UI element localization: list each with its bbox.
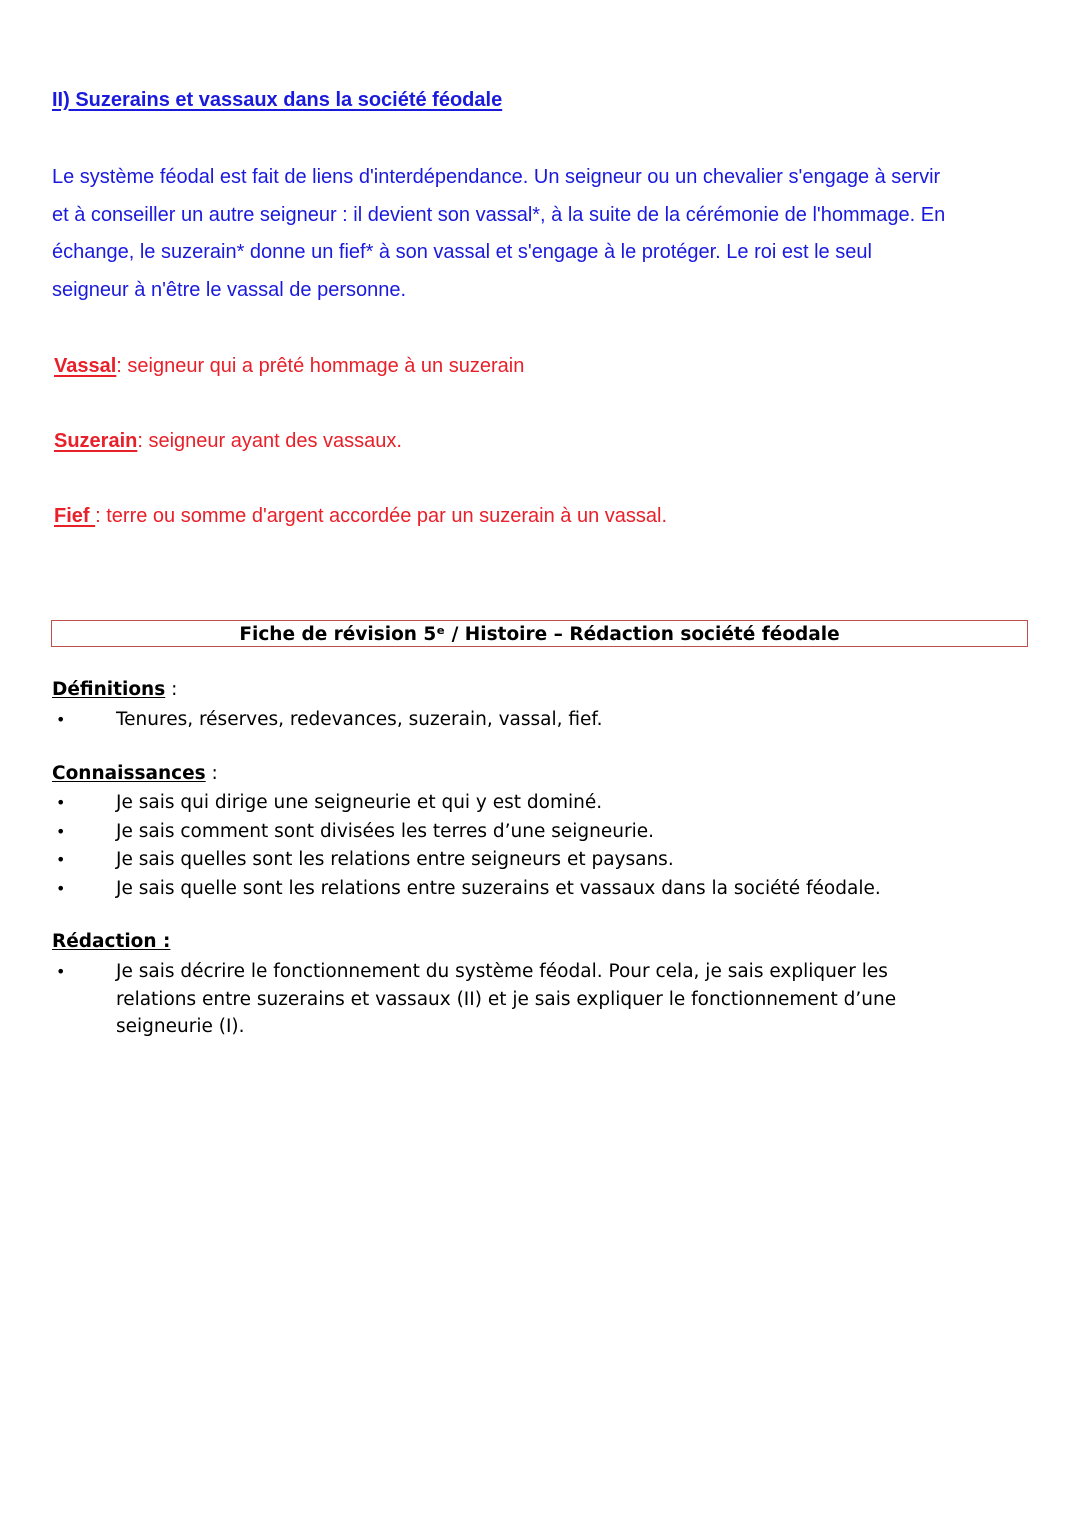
list-item — [52, 958, 956, 1041]
redaction-heading — [52, 931, 170, 952]
definition-text: : seigneur ayant des vassaux. — [137, 430, 402, 452]
definitions-colon: : — [165, 679, 178, 700]
bullet-icon: • — [56, 850, 66, 869]
definition-term: Fief — [54, 505, 96, 527]
bullet-icon: • — [56, 878, 66, 898]
bullet-icon: • — [56, 710, 66, 729]
definitions-list — [52, 706, 602, 735]
definition-text: : terre ou somme d'argent accordée par un suzerain à un vassal. — [95, 505, 668, 527]
bullet-icon: • — [56, 962, 66, 981]
redaction-list — [52, 958, 956, 1041]
list-item: • Je sais qui dirige une seigneurie et qui y est dominé. — [52, 789, 881, 818]
bullet-icon: • — [56, 793, 66, 812]
paragraph-line: Le système féodal est fait de liens d'interdépendance. Un seigneur ou un chevalier s'engage à servir — [52, 166, 941, 188]
bullet-icon: • — [56, 821, 66, 841]
redaction-label: Rédaction : — [52, 931, 171, 952]
definition-fief — [54, 505, 667, 528]
connaissances-colon: : — [205, 763, 218, 784]
connaissances-heading — [52, 763, 218, 784]
paragraph-line: seigneur à n'être le vassal de personne. — [52, 278, 407, 301]
definition-term: Suzerain — [54, 430, 138, 452]
definitions-heading — [52, 679, 177, 700]
list-item: • Tenures, réserves, redevances, suzerain, vassal, fief. — [52, 706, 602, 735]
definition-vassal — [54, 355, 524, 378]
list-item: • Je sais quelles sont les relations entre seigneurs et paysans. — [52, 846, 881, 875]
intro-paragraph — [52, 159, 1042, 309]
section-heading: II) Suzerains et vassaux dans la société féodale — [52, 89, 503, 111]
revision-title: Fiche de révision 5ᵉ / Histoire – Rédaction société féodale — [239, 624, 840, 645]
definitions-label: Définitions — [52, 679, 166, 700]
paragraph-line: échange, le suzerain* donne un fief* à son vassal et s'engage à le protéger. Le roi est le seul — [52, 241, 872, 263]
connaissances-label: Connaissances — [52, 763, 206, 784]
redaction-text: Je sais décrire le fonctionnement du système féodal. Pour cela, je sais expliquer les relations entre suzerains et vassaux (II) et je sais expliquer le fonctionnement d’une seigneurie (I). — [116, 961, 897, 1037]
list-item: • Je sais comment sont divisées les terres d’une seigneurie. — [52, 818, 881, 847]
paragraph-line: et à conseiller un autre seigneur : il devient son vassal*, à la suite de la cérémonie de l'hommage. En — [52, 203, 946, 226]
revision-title-box — [51, 620, 1028, 647]
list-item: • Je sais quelle sont les relations entre suzerains et vassaux dans la société féodale. — [52, 875, 881, 904]
definition-text: : seigneur qui a prêté hommage à un suzerain — [116, 355, 525, 377]
connaissances-list — [52, 789, 881, 903]
definition-term: Vassal — [54, 355, 117, 377]
definition-suzerain — [54, 430, 402, 453]
